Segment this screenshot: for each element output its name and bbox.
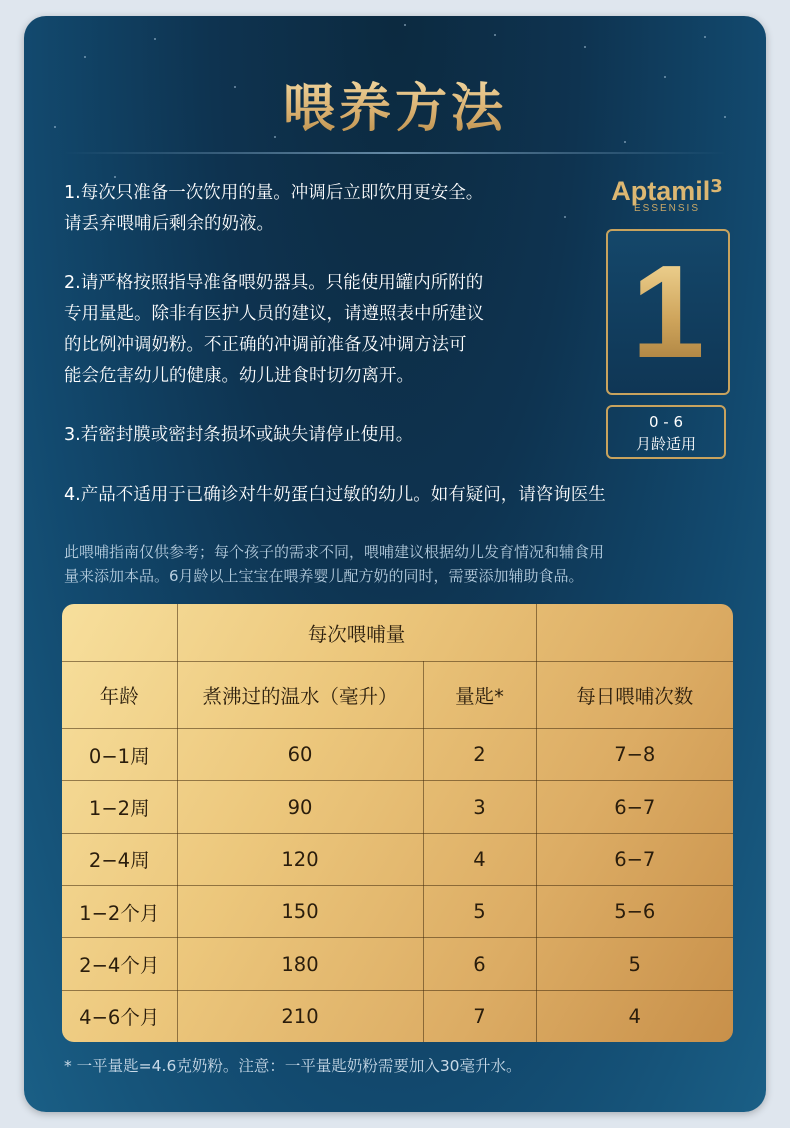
stage-badge (606, 229, 730, 395)
instruction-1: 1.每次只准备一次饮用的量。冲调后立即饮用更安全。 请丢弃喂哺后剩余的奶液。 (64, 183, 484, 234)
page-title: 喂养方法 (24, 66, 766, 141)
title-divider (64, 152, 726, 154)
table-row: 1−2周 90 3 6−7 (62, 781, 733, 833)
group-header-per-feed: 每次喂哺量 (177, 604, 536, 662)
table-row: 2−4周 120 4 6−7 (62, 833, 733, 885)
table-header-row (62, 662, 733, 729)
brand-number: 3 (710, 176, 723, 197)
instruction-4: 4.产品不适用于已确诊对牛奶蛋白过敏的幼儿。如有疑问，请咨询医生 (64, 485, 606, 505)
reference-note: 此喂哺指南仅供参考；每个孩子的需求不同，喂哺建议根据幼儿发育情况和辅食用 量来添加本品。6月龄以上宝宝在喂养婴儿配方奶的同时，需要添加辅助食品。 (64, 543, 605, 585)
header-feeds-per-day: 每日喂哺次数 (536, 662, 733, 729)
instruction-2: 2.请严格按照指导准备喂奶器具。只能使用罐内所附的 专用量匙。除非有医护人员的建议，请遵照表中所建议 的比例冲调奶粉。不正确的冲调前准备及冲调方法可 能会危害幼儿的健康。幼儿进食时切勿离开。 (64, 273, 484, 386)
header-scoops: 量匙* (423, 662, 536, 729)
brand-name: Aptamil (611, 176, 711, 206)
stage-number: 1 (631, 238, 705, 385)
table-row: 2−4个月 180 6 5 (62, 938, 733, 990)
age-range-badge: 0 - 6 月龄适用 (606, 405, 726, 459)
brand-logo (602, 176, 732, 214)
feeding-guide-card (24, 16, 766, 1112)
feeding-table (62, 604, 733, 1042)
table-row: 4−6个月 210 7 4 (62, 990, 733, 1042)
instruction-3: 3.若密封膜或密封条损坏或缺失请停止使用。 (64, 425, 414, 445)
brand-subtitle: ESSENSIS (633, 203, 701, 214)
table-row: 0−1周 60 2 7−8 (62, 729, 733, 781)
footnote: * 一平量匙=4.6克奶粉。注意：一平量匙奶粉需要加入30毫升水。 (64, 1057, 522, 1075)
header-water: 煮沸过的温水（毫升） (177, 662, 423, 729)
table-row: 1−2个月 150 5 5−6 (62, 886, 733, 938)
header-age: 年龄 (62, 662, 177, 729)
table-group-header-row (62, 604, 733, 662)
